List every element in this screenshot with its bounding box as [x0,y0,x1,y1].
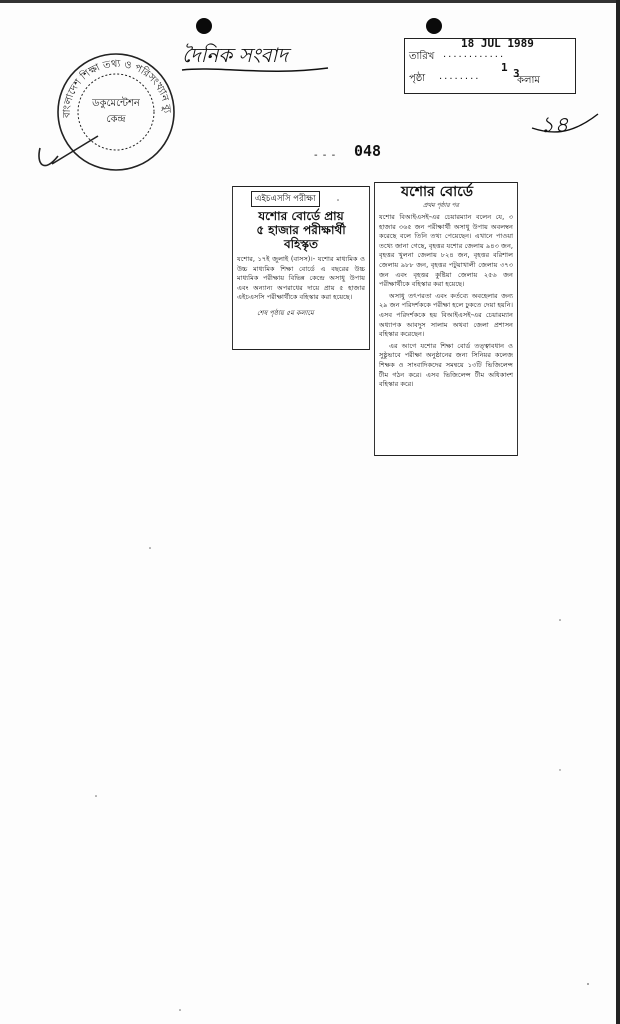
seal-ring-text: বাংলাদেশ শিক্ষা তথ্য ও পরিসংখ্যান ব্যু [61,58,173,119]
date-label: তারিখ [409,51,435,62]
column-value: 3 [513,67,520,80]
continuation-headline: যশোর বোর্ডে [401,184,474,200]
doc-number-prefix: - - - [314,150,337,161]
page-dots: ........ [439,71,481,82]
continuation-paragraph-2: অসাধু তৎপরতা এবং কর্তব্যে অবহেলার জন্য ২৯ জন পরিদর্শককে পরীক্ষা হলে ঢুকতে দেয়া হয়নি। এসব পরিদর্শককে হয় বিআইএসই-এর চেয়ারম্যান অধ্যাপক আবদুস সালাম অথবা জেলা প্রশাসন বহিস্কার করেছেন। [379,291,513,339]
clipping-continued-note: শেষ পৃষ্ঠায় ৫ম কলামে [257,308,314,317]
continuation-paragraph-3: এর আগে যশোর শিক্ষা বোর্ড তত্ত্বাবধান ও সুষ্ঠুভাবে পরীক্ষা অনুষ্ঠানের জন্য সিনিয়র কলেজ শিক্ষক ও সাংবাদিকদের সমন্বয়ে ১৩টি ভিজিলেন্স টীম গঠন করে। এসব ভিজিলেন্স টীম অধিকাংশ বহিস্কার করে। [379,341,513,389]
doc-number: 048 [354,142,382,160]
continuation-note: প্রথম পৃষ্ঠার পর [423,202,459,209]
date-dots: ............ [443,49,506,60]
clipping-body: যশোর, ১৭ই জুলাই (বাসস)।- যশোর মাধ্যমিক ও উচ্চ মাধ্যমিক শিক্ষা বোর্ডে এ বছরের উচ্চ মাধ্যমিক পরীক্ষায় বিভিন্ন কেন্দ্রে অসাধু উপায় এবং অন্যান্য অপরাধের দায়ে প্রায় ৫ হাজার এইচএসসি পরীক্ষার্থীকে বহিস্কার করা হয়েছে। [237,255,365,302]
clipping-headline-line3: বহিস্কৃত [283,237,319,251]
page-label: পৃষ্ঠা [409,73,426,84]
date-value: 18 JUL 1989 [461,37,534,50]
continuation-paragraph-1: যশোর বিআইএসই-এর চেয়ারম্যান বলেন যে, ৩ হাজার ৩৬৫ জন পরীক্ষার্থী অসাধু উপায় অবলম্বন করেছে বলে তিনি তথ্য পেয়েছেন। এখানে পাওয়া তথ্যে জানা গেছে, বৃহত্তর যশোর জেলায় ৯৪৩ জন, বৃহত্তর খুলনা জেলায় ৮২৪ জন, বৃহত্তর বরিশাল জেলায় ৯৮৮ জন, বৃহত্তর পটুয়াখালী জেলায় ৩৭৩ জন এবং বৃহত্তর কুষ্টিয়া জেলায় ২৫৬ জন পরীক্ষার্থীকে বহিস্কার করা হয়েছে। [379,213,513,289]
seal-center-line2: কেন্দ্র [106,114,126,125]
page-value: 1 [501,61,508,74]
column-label: কলাম [517,75,540,86]
svg-text:১৪: ১৪ [540,113,569,138]
clipping-kicker: এইচএসসি পরীক্ষা [251,191,320,207]
seal-center-line1: ডকুমেন্টেশন [92,98,140,109]
clipping-headline-line2: ৫ হাজার পরীক্ষার্থী [256,223,346,237]
svg-text:দৈনিক সংবাদ: দৈনিক সংবাদ [182,43,288,67]
clipping-headline-line1: যশোর বোর্ডে প্রায় [258,209,344,223]
